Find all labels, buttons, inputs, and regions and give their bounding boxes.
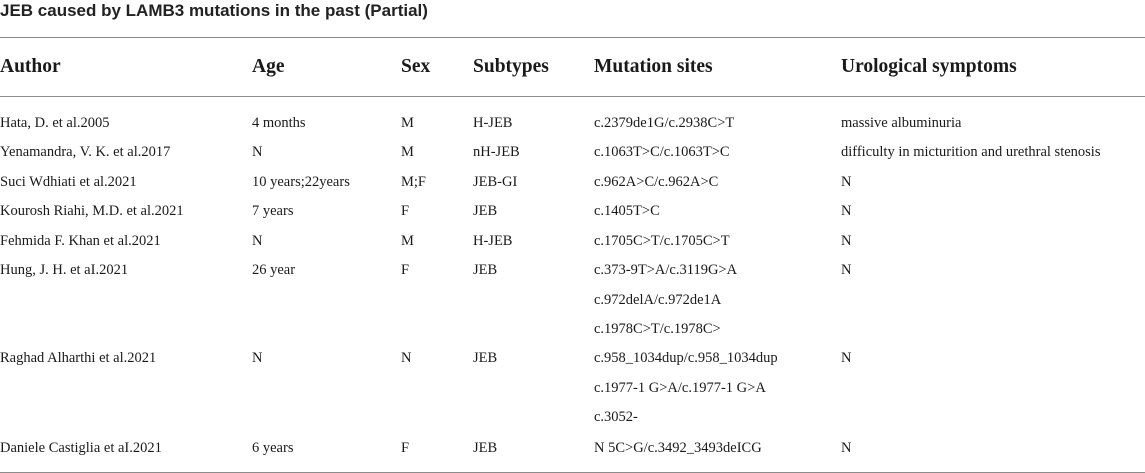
cell-sex: M [401, 115, 414, 131]
cell-age: 6 years [252, 440, 294, 456]
cell-urological-symptoms: N [841, 262, 852, 278]
cell-mutation-site: N 5C>G/c.3492_3493deICG [594, 440, 762, 456]
cell-author: Daniele Castiglia et aI.2021 [0, 440, 162, 456]
cell-mutation-site: c.1978C>T/c.1978C> [594, 321, 721, 337]
header-subtypes: Subtypes [473, 56, 549, 77]
cell-urological-symptoms: difficulty in micturition and urethral stenosis [841, 144, 1101, 160]
cell-urological-symptoms: N [841, 233, 852, 249]
cell-sex: F [401, 440, 410, 456]
cell-mutation-site: c.1705C>T/c.1705C>T [594, 233, 730, 249]
cell-urological-symptoms: N [841, 203, 852, 219]
cell-urological-symptoms: N [841, 440, 852, 456]
top-rule [0, 37, 1145, 38]
cell-mutation-site: c.1977-1 G>A/c.1977-1 G>A [594, 379, 766, 396]
cell-author: Yenamandra, V. K. et al.2017 [0, 144, 171, 160]
header-age: Age [252, 56, 285, 77]
cell-subtype: JEB [473, 440, 498, 456]
table-caption: JEB caused by LAMB3 mutations in the past (Partial) [0, 1, 428, 20]
cell-author: Suci Wdhiati et al.2021 [0, 174, 137, 190]
cell-subtype: H-JEB [473, 115, 513, 131]
header-mutation-sites: Mutation sites [594, 56, 713, 77]
cell-age: N [252, 233, 263, 249]
cell-urological-symptoms: N [841, 174, 852, 190]
cell-mutation-site: c.962A>C/c.962A>C [594, 174, 719, 190]
cell-mutation-site: c.2379de1G/c.2938C>T [594, 115, 735, 131]
cell-urological-symptoms: N [841, 350, 852, 366]
cell-author: Hata, D. et al.2005 [0, 115, 110, 131]
cell-mutation-site: c.958_1034dup/c.958_1034dup [594, 350, 778, 366]
cell-author: Fehmida F. Khan et al.2021 [0, 233, 161, 249]
cell-author: Kourosh Riahi, M.D. et al.2021 [0, 203, 184, 219]
cell-subtype: H-JEB [473, 233, 513, 249]
cell-age: 10 years;22years [252, 174, 350, 190]
header-rule [0, 96, 1145, 97]
cell-age: 7 years [252, 203, 294, 219]
cell-subtype: JEB [473, 350, 498, 366]
cell-sex: M [401, 233, 414, 249]
cell-sex: M;F [401, 174, 426, 190]
cell-sex: N [401, 350, 412, 366]
cell-mutation-site: c.3052- [594, 409, 638, 425]
header-author: Author [0, 56, 61, 77]
cell-sex: F [401, 203, 410, 219]
header-sex: Sex [401, 56, 431, 77]
cell-subtype: nH-JEB [473, 144, 520, 160]
cell-age: N [252, 350, 263, 366]
cell-sex: M [401, 144, 414, 160]
cell-sex: F [401, 262, 410, 278]
cell-mutation-site: c.373-9T>A/c.3119G>A [594, 262, 738, 278]
cell-subtype: JEB-GI [473, 174, 518, 190]
cell-mutation-site: c.1405T>C [594, 203, 660, 219]
cell-age: N [252, 144, 263, 160]
cell-age: 4 months [252, 115, 306, 131]
cell-age: 26 year [252, 262, 296, 278]
cell-author: Hung, J. H. et aI.2021 [0, 262, 129, 278]
header-urological-symptoms: Urological symptoms [841, 56, 1017, 77]
cell-subtype: JEB [473, 262, 498, 278]
cell-mutation-site: c.1063T>C/c.1063T>C [594, 144, 730, 160]
cell-author: Raghad Alharthi et al.2021 [0, 350, 157, 366]
cell-subtype: JEB [473, 203, 498, 219]
cell-mutation-site: c.972delA/c.972de1A [594, 291, 722, 308]
cell-urological-symptoms: massive albuminuria [841, 115, 962, 131]
